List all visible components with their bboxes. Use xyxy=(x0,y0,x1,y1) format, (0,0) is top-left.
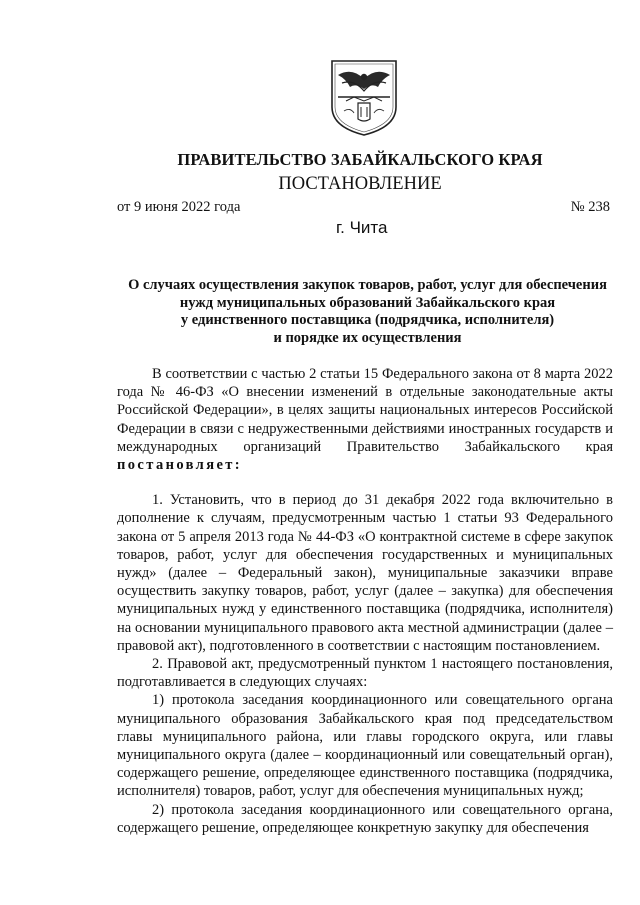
paragraph-1: 1. Установить, что в период до 31 декабря 2022 года включительно в дополнение к случаям, предусмотренным частью 1 статьи 93 Федерального закона от 5 апреля 2013 года № 44-ФЗ «О контрактной системе в сфере закупок товаров, работ, услуг для обеспечения государственных и муниципальных нужд» (далее – Федеральный закон), муниципальные заказчики вправе осуществить закупку товаров, работ, услуг (далее – закупка) для обеспечения муниципальных нужд у единственного поставщика (подрядчика, исполнителя) на основании муниципального правового акта местной администрации (далее – правовой акт), подготовленного в соответствии с настоящим постановлением. xyxy=(117,492,613,654)
document-type: ПОСТАНОВЛЕНИЕ xyxy=(278,174,442,194)
subitem-1: 1) протокола заседания координационного или совещательного органа муниципального образования Забайкальского края под председательством главы муниципального района, или главы городского округа, или главы муниципального округа (далее – координационный или совещательный орган), содержащего решение, определяющее единственного поставщика (подрядчика, исполнителя) товаров, работ, услуг для обеспечения муниципальных нужд; xyxy=(117,692,613,800)
title-line: О случаях осуществления закупок товаров, работ, услуг для обеспечения xyxy=(128,277,607,293)
document-city: г. Чита xyxy=(336,218,388,237)
title-line: у единственного поставщика (подрядчика, исполнителя) xyxy=(180,312,555,329)
title-line: нужд муниципальных образований Забайкальского края xyxy=(179,294,556,311)
document-number: № 238 xyxy=(570,199,610,215)
document-title xyxy=(110,277,625,347)
organization-name: ПРАВИТЕЛЬСТВО ЗАБАЙКАЛЬСКОГО КРАЯ xyxy=(177,150,543,169)
document-date: от 9 июня 2022 года xyxy=(117,199,241,215)
preamble-text: В соответствии с частью 2 статьи 15 Федерального закона от 8 марта 2022 года № 46-ФЗ «О внесении изменений в отдельные законодательные акты Российской Федерации», в целях защиты национальных интересов Российской Федерации в связи с недружественными действиями иностранных государств и международных организаций Правительство Забайкальского края xyxy=(117,366,613,455)
paragraph-2: 2. Правовой акт, предусмотренный пунктом 1 настоящего постановления, подготавливается в следующих случаях: xyxy=(117,656,613,691)
coat-of-arms-emblem xyxy=(328,57,400,137)
preamble-paragraph xyxy=(117,365,613,474)
subitem-2: 2) протокола заседания координационного или совещательного органа, содержащего решение, определяющее конкретную закупку для обеспечения xyxy=(117,801,613,836)
document-body xyxy=(117,365,613,837)
title-line: и порядке их осуществления xyxy=(273,329,462,346)
resolves-keyword: постановляет: xyxy=(117,457,243,474)
